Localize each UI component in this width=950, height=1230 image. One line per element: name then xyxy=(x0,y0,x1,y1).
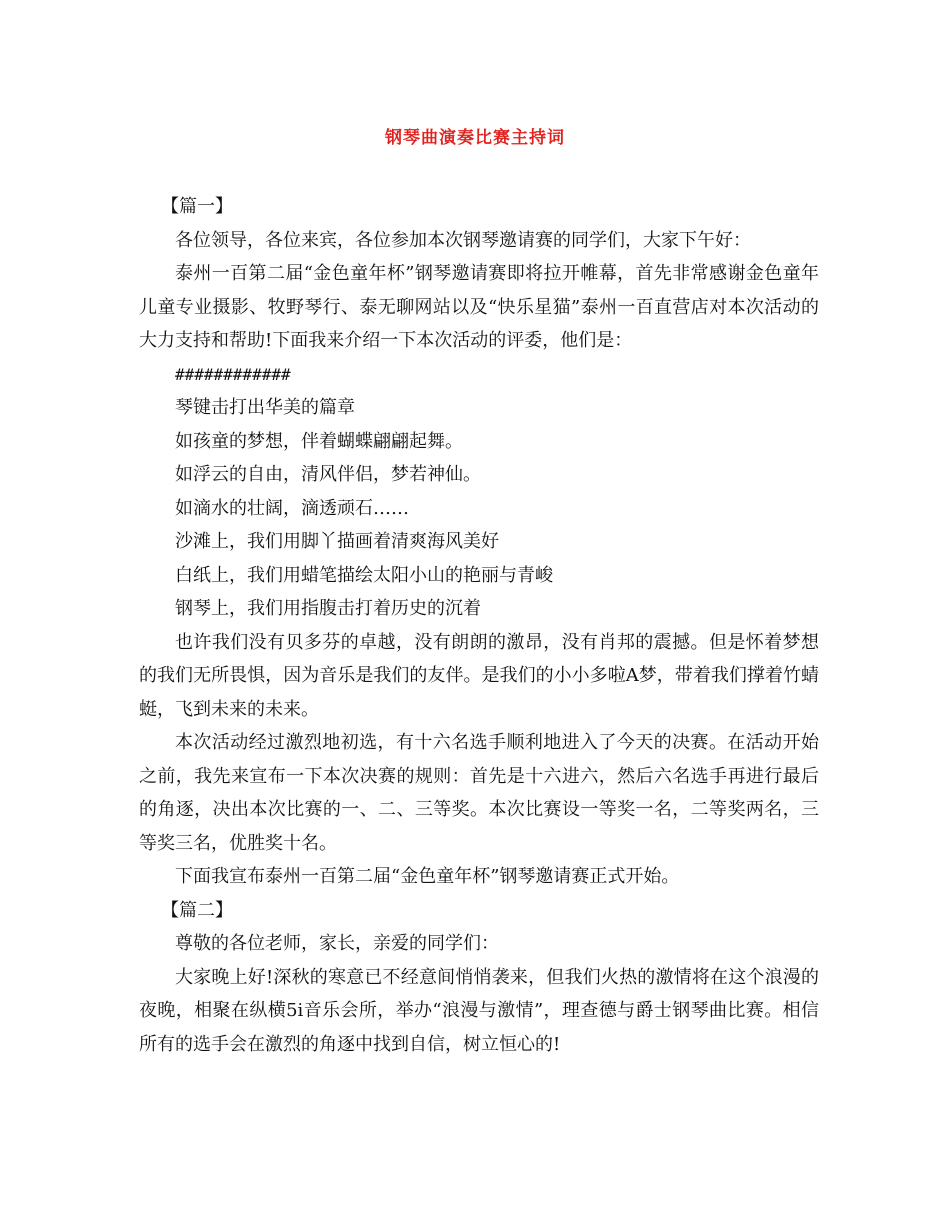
document-body xyxy=(139,190,819,1061)
poem-line: 如滴水的壮阔，滴透顽石…… xyxy=(175,497,409,519)
paragraph: 各位领导，各位来宾，各位参加本次钢琴邀请赛的同学们，大家下午好： xyxy=(175,229,751,251)
paragraph: 下面我宣布泰州一百第二届“金色童年杯”钢琴邀请赛正式开始。 xyxy=(175,866,680,887)
section-heading-2: 【篇二】 xyxy=(161,899,233,921)
paragraph: 泰州一百第二届“金色童年杯”钢琴邀请赛即将拉开帷幕，首先非常感谢金色童年儿童专业摄影、牧野琴行、泰无聊网站以及“快乐星猫”泰州一百直营店对本次活动的大力支持和帮助!下面我来介绍一下本次活动的评委，他们是： xyxy=(139,263,819,351)
section-heading-1: 【篇一】 xyxy=(161,196,233,217)
paragraph: 本次活动经过激烈地初选，有十六名选手顺利地进入了今天的决赛。在活动开始之前，我先来宣布一下本次决赛的规则：首先是十六进六，然后六名选手再进行最后的角逐，决出本次比赛的一、二、三等奖。本次比赛设一等奖一名，二等奖两名，三等奖三名，优胜奖十名。 xyxy=(139,732,819,854)
poem-line: 如孩童的梦想，伴着蝴蝶翩翩起舞。 xyxy=(175,430,463,452)
document-title: 钢琴曲演奏比赛主持词 xyxy=(385,128,565,148)
placeholder-line: ############ xyxy=(175,364,291,384)
poem-line: 白纸上，我们用蜡笔描绘太阳小山的艳丽与青峻 xyxy=(175,564,553,586)
poem-line: 钢琴上，我们用指腹击打着历史的沉着 xyxy=(175,598,481,619)
paragraph: 也许我们没有贝多芬的卓越，没有朗朗的激昂，没有肖邦的震撼。但是怀着梦想的我们无所畏惧，因为音乐是我们的友伴。是我们的小小多啦A梦，带着我们撑着竹蜻蜓，飞到未来的未来。 xyxy=(139,631,819,720)
poem-line: 琴键击打出华美的篇章 xyxy=(175,397,355,418)
paragraph: 大家晚上好!深秋的寒意已不经意间悄悄袭来，但我们火热的激情将在这个浪漫的夜晚，相聚在纵横5i音乐会所，举办“浪漫与激情”，理查德与爵士钢琴曲比赛。相信所有的选手会在激烈的角逐中找到自信，树立恒心的! xyxy=(139,966,819,1055)
poem-line: 沙滩上，我们用脚丫描画着清爽海风美好 xyxy=(175,531,499,552)
paragraph: 尊敬的各位老师，家长，亲爱的同学们： xyxy=(175,933,499,954)
poem-line: 如浮云的自由，清风伴侣，梦若神仙。 xyxy=(175,464,481,485)
